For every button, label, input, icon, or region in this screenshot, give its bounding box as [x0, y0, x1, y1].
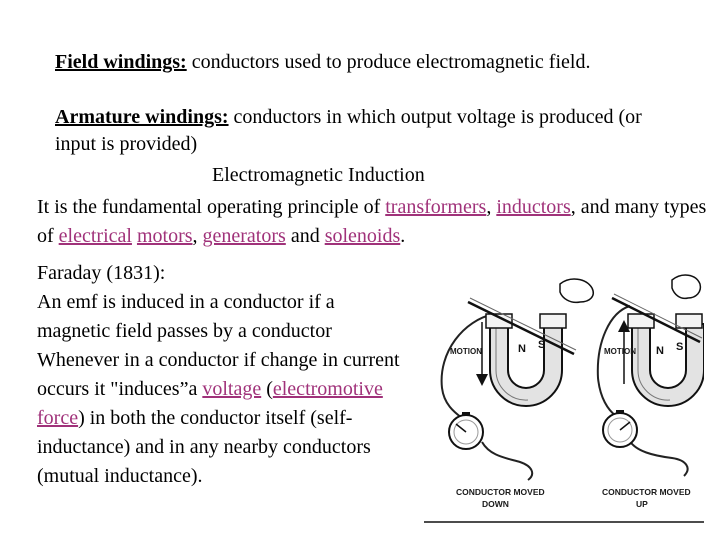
link-solenoids[interactable]: solenoids [324, 225, 401, 247]
faraday-paragraph [37, 259, 407, 491]
faraday-text: ( [261, 378, 273, 400]
motion-label: MOTION [604, 347, 636, 356]
principle-text: , [486, 196, 497, 218]
principle-text: , [192, 225, 203, 247]
motion-label: MOTION [450, 347, 482, 356]
right-caption-line2: UP [636, 499, 648, 509]
principle-text: . [400, 225, 406, 247]
faraday-text: ) in both the conductor itself (self-inductance) and in any nearby conductors (mutual inductance). [37, 407, 371, 487]
armature-windings-definition: conductors in which output voltage is produced (or input is provided) [55, 106, 642, 155]
field-windings-term: Field windings: [55, 51, 187, 73]
north-pole-label: N [518, 343, 526, 355]
south-pole-label: S [676, 341, 684, 353]
link-transformers[interactable]: transformers [385, 196, 487, 218]
faraday-text: An emf is induced in a conductor if a magnetic field passes by a conductor Whenever in a conductor if change in current occurs it "induces”a [37, 291, 400, 400]
armature-windings-paragraph [55, 104, 675, 158]
field-windings-definition: conductors used to produce electromagnetic field. [186, 51, 591, 73]
south-pole-label: S [538, 339, 546, 351]
link-motors[interactable]: motors [136, 225, 193, 247]
galvanometer-terminal [462, 412, 470, 416]
field-windings-paragraph [55, 50, 675, 74]
principle-paragraph [37, 193, 707, 251]
right-caption-line1: CONDUCTOR MOVED [602, 487, 691, 497]
south-pole-piece [676, 314, 702, 328]
section-title: Electromagnetic Induction [212, 164, 425, 186]
galvanometer-terminal [616, 410, 624, 414]
induction-illustration [424, 262, 704, 524]
armature-windings-term: Armature windings: [55, 106, 229, 128]
principle-text: It is the fundamental operating principle of [37, 196, 386, 218]
principle-text: and [285, 225, 325, 247]
link-electromotive-force[interactable]: electromotive force [37, 378, 383, 429]
north-pole-label: N [656, 345, 664, 357]
faraday-heading: Faraday (1831): [37, 262, 166, 284]
left-caption-line1: CONDUCTOR MOVED [456, 487, 545, 497]
left-caption-line2: DOWN [482, 499, 509, 509]
south-pole-piece [540, 314, 566, 328]
link-voltage[interactable]: voltage [202, 378, 262, 400]
link-generators[interactable]: generators [202, 225, 286, 247]
link-electrical[interactable]: electrical [58, 225, 132, 247]
hand-icon [672, 275, 700, 298]
principle-text: , and many types of [37, 196, 707, 247]
link-inductors[interactable]: inductors [496, 196, 571, 218]
induction-illustration-svg [424, 262, 704, 524]
